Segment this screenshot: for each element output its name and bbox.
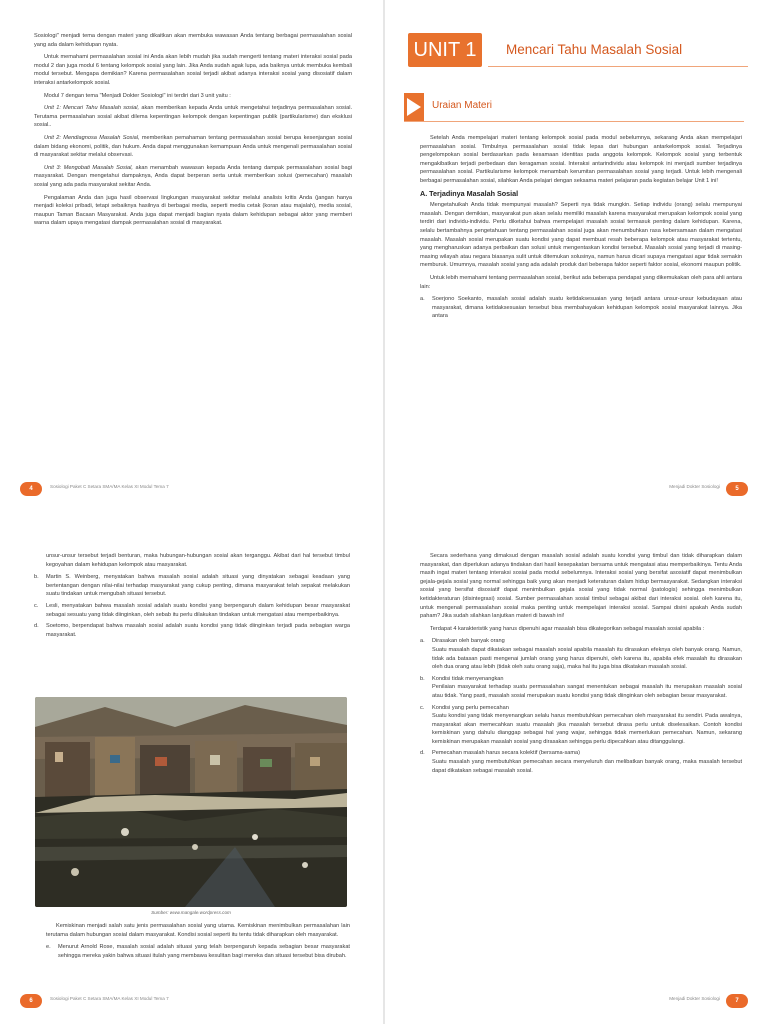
unit-3-description bbox=[34, 164, 352, 190]
slum-river-photo bbox=[35, 697, 347, 907]
paragraph: Sosiologi" menjadi tema dengan materi yang dikaitkan akan membuka wawasan Anda tentang berbagai permasalahan sosial yang ada dalam kehidupan nyata. bbox=[34, 33, 352, 48]
list-item: c. Lesli, menyatakan bahwa masalah sosial adalah suatu kondisi yang berpengaruh dalam kehidupan besar masyarakat sebagai sesuatu yang tidak diinginkan, oleh sebab itu perlu dilakukan tindakan untuk mengatasi atau memperbaikinya. bbox=[34, 602, 350, 618]
list-item: d. Soetomo, berpendapat bahwa masalah sosial adalah suatu kondisi yang tidak diinginkan terjadi pada sebagian warga masyarakat. bbox=[34, 623, 350, 638]
unit-title: Mencari Tahu Masalah Sosial bbox=[506, 42, 683, 57]
list-item-text: Suatu masalah dapat dikatakan sebagai masalah sosial apabila masalah itu dirasakan efeknya oleh banyak orang. Namun, tidak ada batasan pasti mengenai jumlah orang yang harus dipenuhi, oleh karena itu, apabila efek masalah itu dirasakan oleh dua orang atau lebih (tidak oleh satu orang saja), maka hal itu juga bisa dikatakan masalah sosial. bbox=[432, 646, 742, 671]
page-7-text bbox=[420, 552, 742, 779]
unit-2-text: memberikan pemahaman tentang permasalahan sosial berupa kesenjangan sosial dalam bidang ekonomi, politik, dan hukum. Anda dapat menggunakan kemampuan Anda untuk mengenali permasalahan sosial di masyarakat sekitar melalui observasi. bbox=[34, 134, 352, 159]
title-underline bbox=[488, 66, 748, 67]
list-item-text: Suatu masalah yang membutuhkan pemecahan secara menyeluruh dan melibatkan banyak orang, maka masalah tersebut dapat dikatakan sebagai masalah sosial. bbox=[432, 759, 742, 774]
photo-caption: Sumber: www.mangale.wordpress.com bbox=[151, 910, 231, 915]
unit-3-label: Unit 3: Mengobati Masalah Sosial, bbox=[44, 164, 133, 171]
page-footer: Menjadi Dokter Sosiologi bbox=[669, 996, 720, 1001]
page-6-text-top bbox=[34, 552, 350, 643]
unit-1-description bbox=[34, 104, 352, 130]
expert-list bbox=[420, 295, 742, 321]
page-number: 4 bbox=[20, 482, 42, 496]
page-4-text bbox=[34, 32, 352, 232]
page-footer: Sosiologi Paket C Setara SMA/MA Kelas XI Modul Tema 7 bbox=[50, 484, 169, 489]
page-number: 5 bbox=[726, 482, 748, 496]
list-item: b. Martin S. Weinberg, menyatakan bahwa masalah sosial adalah situasi yang dinyatakan sebagai keadaan yang bertentangan dengan nilai-nilai terhadap masyarakat yang cukup penting, dimana masyarakat telah sepakat melakukan suatu tindakan untuk mengubah situasi tersebut. bbox=[34, 574, 350, 598]
paragraph: unsur-unsur tersebut terjadi benturan, maka hubungan-hubungan sosial akan terganggu. Akibat dari hal tersebut timbul kegoyahan dalam kehidupan kelompok atau masyarakat. bbox=[46, 553, 350, 568]
page-footer: Sosiologi Paket C Setara SMA/MA Kelas XI Modul Tema 7 bbox=[50, 996, 169, 1001]
list-item-text: Penilaian masyarakat terhadap suatu permasalahan sangat menentukan sebagai masalah itu merupakan masalah sosial atau tidak. Yang pasti, masalah sosial merupakan suatu kondisi yang tidak diinginkan oleh sebagian besar masyarakat. bbox=[432, 684, 742, 699]
page-number: 6 bbox=[20, 994, 42, 1008]
paragraph: Pengalaman Anda dan juga hasil observasi lingkungan masyarakat sekitar melalui analisis kritis Anda (jangan hanya menjadi koleksi pribadi, tetapi sebaiknya hasilnya di berbagai media, seperti media cetak (koran atau majalah), media sosial, maupun Taman Bacaan Masyarakat. Anda juga dapat menjadi bagian nyata dalam kehidupan sebagai aktor yang memberi warna dalam upaya mengatasi dampak permasalahan sosial di masyarakat. bbox=[34, 194, 352, 227]
unit-1-text: akan memberikan kepada Anda untuk mengetahui terjadinya permasalahan sosial. Terutama permasalahan sosial akibat dilema kepentingan kelompok dengan kepentingan publik (partikularisme) dan eksklusi sosial.. bbox=[34, 105, 352, 129]
unit-3-text: akan menambah wawasan kepada Anda tentang dampak permasalahan sosial bagi masyarakat. Dengan mengetahui dampaknya, Anda dapat berperan serta untuk memberikan solusi (pemecahan) masalah sosial yang ada pada masyarakat sekitar Anda. bbox=[34, 164, 352, 188]
list-item-title: Kondisi yang perlu pemecahan bbox=[432, 704, 509, 711]
page-4 bbox=[0, 0, 384, 512]
paragraph: Terdapat 4 karakteristik yang harus dipenuhi agar masalah bisa dikategorikan sebagal masalah sosial apabila : bbox=[430, 625, 705, 632]
expert-list bbox=[34, 573, 350, 639]
heading-a: A. Terjadinya Masalah Sosial bbox=[420, 188, 519, 198]
list-item-text: Suatu kondisi yang tidak menyenangkan selalu harus membutuhkan pemecahan oleh masyarakat itu sendiri. Pada awalnya, masyarakat akan memecahkan suatu masalah jika masalah tersebut dirasa perlu untuk diselesaikan. Contoh kondisi kemiskinan yang dahulu dianggap sebagai hal yang wajar, sehingga tidak memerlukan pemecahan. Namun, sekarang kemiskinan merupakan masalah sosial yang dirasakan sehingga perlu dipecahkan atau ditanggulangi. bbox=[432, 713, 742, 745]
list-item: d. Pemecahan masalah harus secara kolektif (bersama-sama) Suatu masalah yang membutuhkan pemecahan secara menyeluruh dan melibatkan banyak orang, maka masalah tersebut dapat dikatakan sebagai masalah sosial. bbox=[420, 750, 742, 774]
list-item-title: Pemecahan masalah harus secara kolektif (bersama-sama) bbox=[432, 750, 580, 757]
play-icon bbox=[407, 98, 421, 116]
paragraph: Secara sederhana yang dimaksud dengan masalah sosial adalah suatu kondisi yang timbul dan tidak diharapkan dalam masyarakat, dan diperlukan adanya tindakan dari hasil kesepakatan bersama untuk mengatasi atau memperbaikinya. Tentu Anda masih ingat materi tentang interaksi sosial pada modul sebelumnya. Interaksi sosial yang bersifat asosiatif dapat menimbulkan gejala-gejala sosial yang normal sehingga baik yang akan menjadi keteraturan dalam hidup bermasyarakat. Sedangkan interaksi sosial yang bersifat disosiatif dapat menimbulkan gejala sosial yang tidak normal (patologis) sehingga menimbulkan ketidakteraturan (disintegrasi) sosial. Sumber permasalahan sosial timbul sebagai akibat dari interaksi sosial. oleh karena itu, untuk mengenali permasalahan sosial maka penting untuk mempelajari interaksi sosial. Sampai disini apakah Anda sudah paham? Jika sudah silahkan lanjutkan materi di bawah ini! bbox=[420, 553, 742, 620]
paragraph: Modul 7 dengan tema "Menjadi Dokter Sosiologi" ini terdiri dari 3 unit yaitu : bbox=[44, 92, 231, 99]
paragraph: Untuk memahami permasalahan sosial ini Anda akan lebih mudah jika sudah mengerti tentang materi interaksi sosial pada modul 2 dan juga modul 6 tentang kelompok sosial yang lain. Jika Anda sudah agak lupa, ada baiknya untuk membuka kembali modul tersebut. Mengapa demikian? Karena permasalahan sosial terjadi akibat adanya interaksi sosial yang disosiatif dalam interaksi antarkelompok sosial. bbox=[34, 54, 352, 86]
unit-2-label: Unit 2: Mendiagnosa Masalah Sosial, bbox=[44, 134, 140, 141]
section-title: Uraian Materi bbox=[432, 100, 493, 111]
unit-1-label: Unit 1: Mencari Tahu Masalah sosial, bbox=[44, 105, 140, 112]
paragraph: Kemiskinan menjadi salah satu jenis permasalahan sosial yang utama. Kemiskinan menimbulkan permasalahan lain terutama dalam hubungan sosial dalam masyarakat. Kondisi sosial seperti itu tentu tidak diharapkan oleh masyarakat. bbox=[46, 923, 350, 938]
list-item: e. Menurut Arnold Rose, masalah sosial adalah situasi yang telah berpengaruh kepada sebagian besar masyarakat sehingga mereka yakin bahwa situasi itulah yang membawa kesulitan bagi mereka dan situasi tersebut bisa dirubah. bbox=[46, 944, 350, 959]
list-item: c. Kondisi yang perlu pemecahan Suatu kondisi yang tidak menyenangkan selalu harus membutuhkan pemecahan oleh masyarakat itu sendiri. Pada awalnya, masyarakat akan memecahkan suatu masalah jika masalah tersebut dirasa perlu untuk diselesaikan. Contoh kondisi kemiskinan yang dahulu dianggap sebagai hal yang wajar, sehingga tidak memerlukan pemecahan. Namun, sekarang kemiskinan merupakan masalah sosial yang dirasakan sehingga perlu dipecahkan atau ditanggulangi. bbox=[420, 704, 742, 745]
list-item-title: Kondisi tidak menyenangkan bbox=[432, 675, 504, 682]
page-6 bbox=[0, 512, 384, 1024]
photo-illustration bbox=[35, 697, 347, 907]
paragraph: Mengetahuikah Anda tidak mempunyai masalah? Seperti nya tidak mungkin. Setiap individu (orang) selalu mempunyai masalah. Dengan demikian, masyarakat pun akan selalu memiliki masalah karena masyarakat merupakan kelompok sosial yang terdiri dari individu-individu. Perlu diketahui bahwa mempelajari masalah sosial termasuk penting dalam kehidupan. Karena, selalu bertambahnya pengetahuan tentang permasalahan sosial juga akan menumbuhkan rasa kebersamaan dalam mengatasi masalah. Masalah sosial merupakan suatu kondisi yang dapat membuat resah beberapa kelompok atau masyarakat tertentu, yang mengharuskan adanya perbaikan dan solusi untuk mengentaskan kondisi tersebut. Masalah sosial yang terjadi di masing-masing wilayah atau negara biasanya sulit untuk ditemukan solusinya, namun harus dicari supaya mengatasi agar tidak semakin memburuk. Umumnya, masalah sosial yang ada adalah produk dari beberapa faktor seperti faktor sosial, ekonomi maupun politik. bbox=[420, 202, 742, 269]
list-item: a. Dirasakan oleh banyak orang Suatu masalah dapat dikatakan sebagai masalah sosial apabila masalah itu dirasakan efeknya oleh banyak orang. Namun, tidak ada batasan pasti mengenai jumlah orang yang harus dipenuhi, oleh karena itu, apabila efek masalah itu dirasakan oleh dua orang atau lebih (tidak oleh satu orang saja), maka hal itu juga bisa dikatakan masalah sosial. bbox=[420, 638, 742, 671]
page-6-text-bottom bbox=[46, 922, 350, 964]
page-footer: Menjadi Dokter Sosiologi bbox=[669, 484, 720, 489]
unit-2-description bbox=[34, 134, 352, 160]
list-item: a. Soerjono Soekanto, masalah sosial adalah suatu ketidaksesuaian yang terjadi antara unsur-unsur kebudayaan atau masyarakat, dimana ketidaksesuaian tersebut bisa membahayakan kehidupan kelompok sosial masyarakat lainnya. Jika antara bbox=[420, 296, 742, 320]
expert-list-continued bbox=[46, 943, 350, 960]
unit-badge: UNIT 1 bbox=[408, 33, 482, 67]
page-number: 7 bbox=[726, 994, 748, 1008]
page-5-text bbox=[420, 134, 742, 325]
intro-paragraph: Setelah Anda mempelajari materi tentang kelompok sosial pada modul sebelumnya, sekarang Anda akan mempelajari permasalahan sosial. Timbulnya permasalahan sosial tidak lepas dari hubungan antarkelompok sosial. Terjadinya pengelompokan sosial berdasarkan pada kesamaan identitas pada anggota kelompok. Kelompok sosial yang terbentuk mengakibatkan terjadi perbedaan dan keragaman sosial. Interaksi antarindividu atau kelompok ini menjadi sumber terjadinya permasalahan sosial. Partikularisme kelompok menambah kerumitan permasalahan sosial yang terjadi. Untuk lebih mengenali berbagai permasalahan sosial, silahkan Anda pelajari dengan seksama materi pelajaran pada kegiatan belajar Unit 1 ini! bbox=[420, 135, 742, 184]
section-underline bbox=[404, 121, 744, 122]
page-7 bbox=[384, 512, 768, 1024]
list-item-title: Dirasakan oleh banyak orang bbox=[432, 638, 505, 645]
paragraph: Untuk lebih memahami tentang permasalahan sosial, berikut ada beberapa pendapat yang dikemukakan oleh para ahli antara lain: bbox=[420, 274, 742, 290]
page-5 bbox=[384, 0, 768, 512]
list-item: b. Kondisi tidak menyenangkan Penilaian masyarakat terhadap suatu permasalahan sangat menentukan sebagai masalah itu merupakan masalah sosial atau tidak. Yang pasti, masalah sosial merupakan suatu kondisi yang tidak diinginkan oleh sebagian besar masyarakat. bbox=[420, 675, 742, 699]
characteristics-list bbox=[420, 637, 742, 775]
